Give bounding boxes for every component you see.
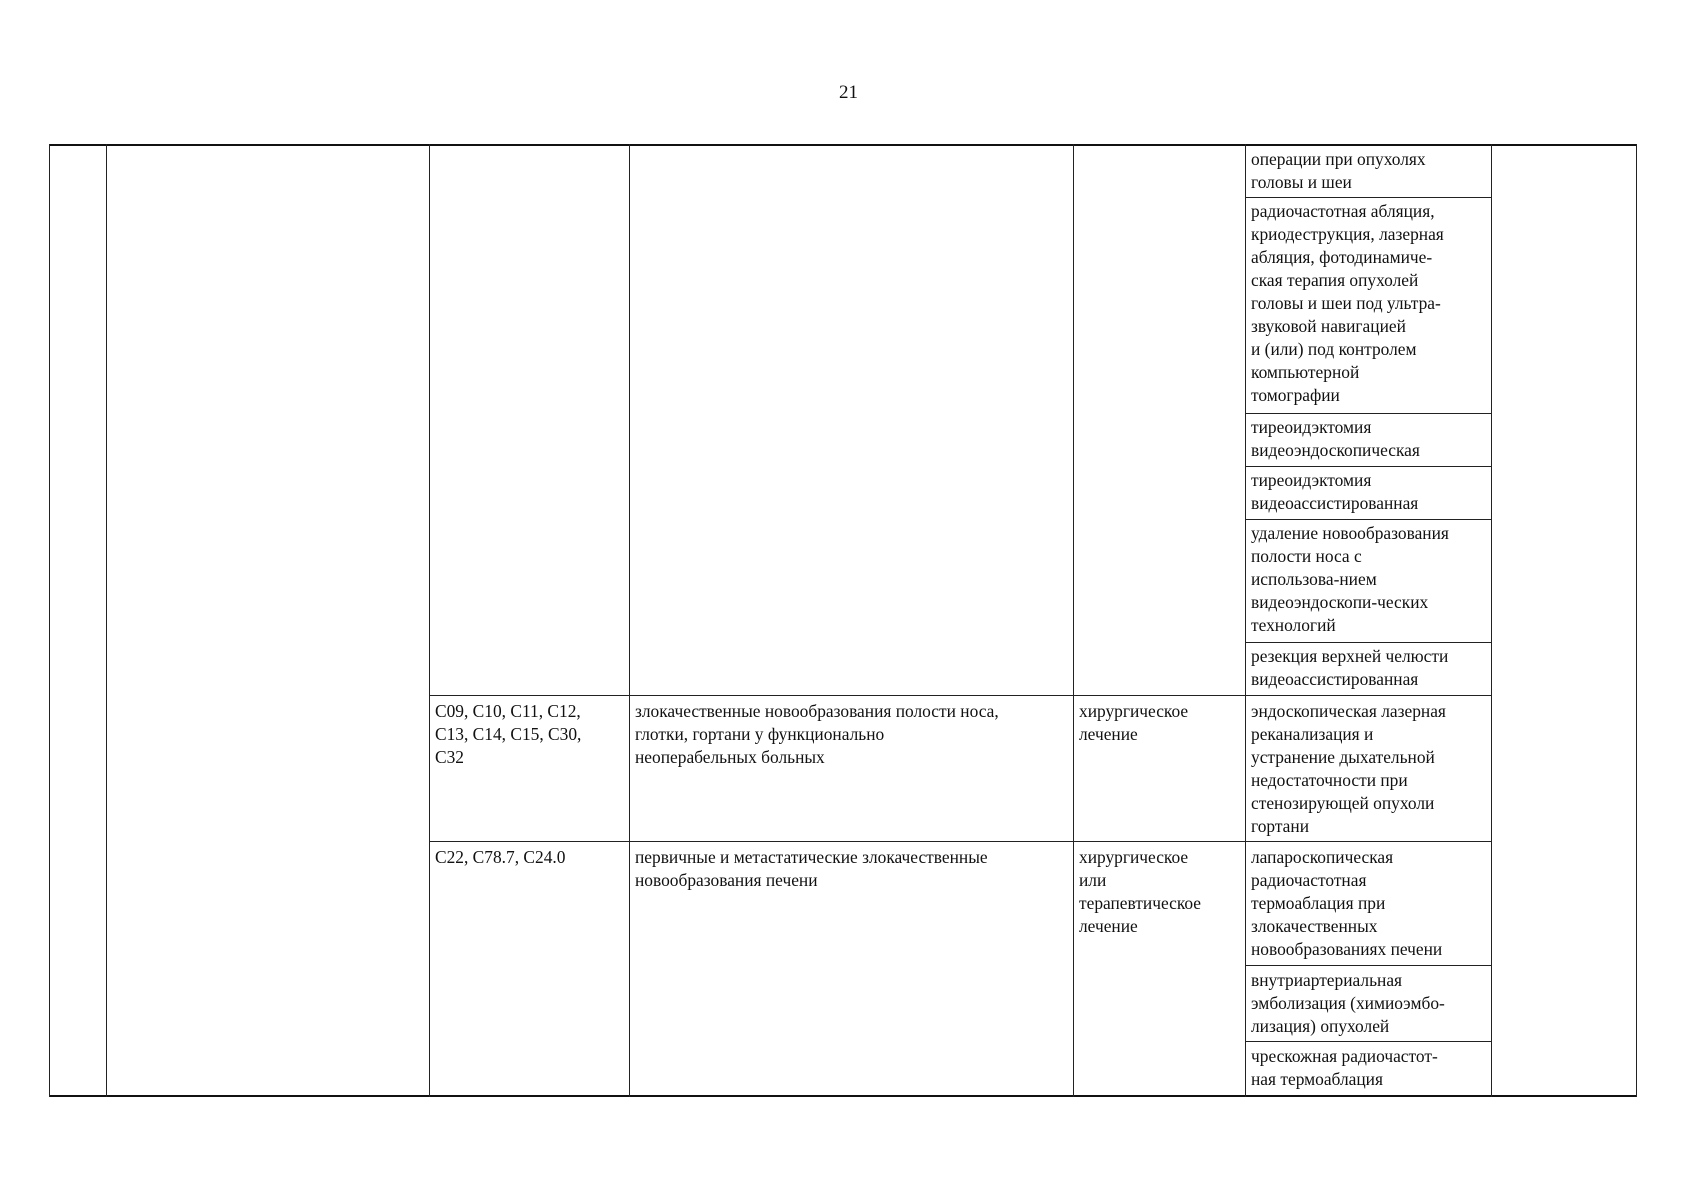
method-cell: радиочастотная абляция, криодеструкция, лазерная абляция, фотодинамиче- ская терапия опухолей головы и шеи под ультра- звуковой навигацией и (или) под контролем компьютерной томографии bbox=[1251, 201, 1444, 405]
method-cell: внутриартериальная эмболизация (химиоэмбо- лизация) опухолей bbox=[1251, 970, 1445, 1036]
method-divider bbox=[1245, 965, 1491, 966]
icd-codes-cell: C22, C78.7, C24.0 bbox=[435, 847, 566, 867]
column-divider-6 bbox=[1491, 144, 1492, 1097]
table-bottom-border bbox=[49, 1095, 1637, 1097]
method-cell: операции при опухолях головы и шеи bbox=[1251, 149, 1426, 192]
medical-procedures-table bbox=[49, 144, 1637, 1097]
column-divider-1 bbox=[106, 144, 107, 1097]
method-divider bbox=[1245, 466, 1491, 467]
method-cell: эндоскопическая лазерная реканализация и устранение дыхательной недостаточности при стенозирующей опухоли гортани bbox=[1251, 701, 1446, 836]
page-number: 21 bbox=[839, 82, 858, 103]
method-cell: удаление новообразования полости носа с использова-нием видеоэндоскопи-ческих технологий bbox=[1251, 523, 1449, 635]
row-divider-2 bbox=[429, 841, 1491, 842]
method-divider bbox=[1245, 197, 1491, 198]
method-divider bbox=[1245, 519, 1491, 520]
method-cell: тиреоидэктомия видеоассистированная bbox=[1251, 470, 1419, 513]
method-divider bbox=[1245, 413, 1491, 414]
method-divider bbox=[1245, 642, 1491, 643]
column-divider-3 bbox=[629, 144, 630, 1097]
method-divider bbox=[1245, 1041, 1491, 1042]
method-cell: тиреоидэктомия видеоэндоскопическая bbox=[1251, 417, 1420, 460]
table-top-border bbox=[49, 144, 1637, 146]
method-cell: лапароскопическая радиочастотная термоаблация при злокачественных новообразованиях печени bbox=[1251, 847, 1443, 959]
table-right-border bbox=[1636, 144, 1637, 1097]
column-divider-5 bbox=[1245, 144, 1246, 1097]
row-divider-1 bbox=[429, 695, 1491, 696]
method-cell: чрескожная радиочастот- ная термоаблация bbox=[1251, 1046, 1438, 1089]
table-left-border bbox=[49, 144, 50, 1097]
diagnosis-cell: злокачественные новообразования полости носа, глотки, гортани у функционально неоперабельных больных bbox=[635, 701, 999, 767]
treatment-type-cell: хирургическое или терапевтическое лечение bbox=[1079, 847, 1202, 936]
method-cell: резекция верхней челюсти видеоассистированная bbox=[1251, 646, 1449, 689]
diagnosis-cell: первичные и метастатические злокачественные новообразования печени bbox=[635, 847, 988, 890]
icd-codes-cell: C09, C10, C11, C12, C13, C14, C15, C30, C32 bbox=[435, 701, 582, 767]
treatment-type-cell: хирургическое лечение bbox=[1079, 701, 1189, 744]
column-divider-2 bbox=[429, 144, 430, 1097]
column-divider-4 bbox=[1073, 144, 1074, 1097]
